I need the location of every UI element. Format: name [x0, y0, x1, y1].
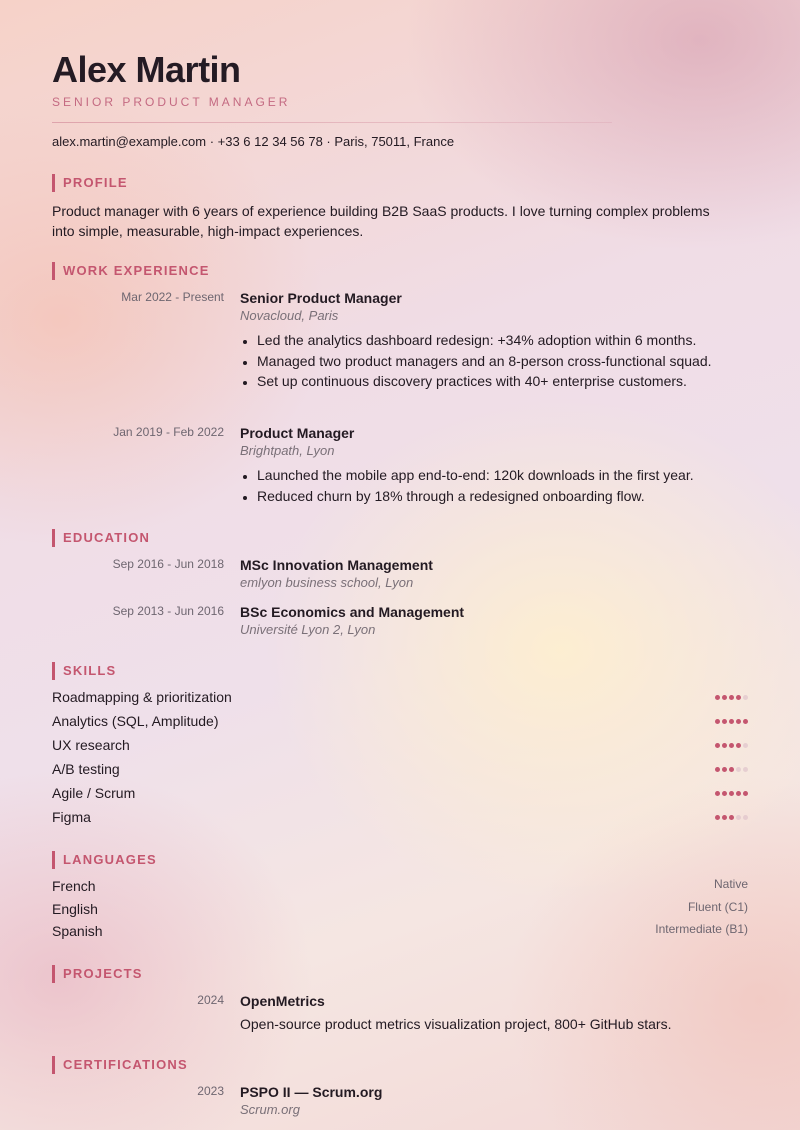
education-entry — [240, 556, 750, 591]
skill-dot-empty — [743, 695, 748, 700]
experience-dates: Jan 2019 - Feb 2022 — [113, 425, 224, 439]
skill-dot-filled — [722, 743, 727, 748]
certification-year: 2023 — [197, 1084, 224, 1098]
skill-level-dots — [715, 815, 748, 820]
skill-name: Roadmapping & prioritization — [52, 689, 232, 705]
skill-dot-empty — [736, 767, 741, 772]
skill-dot-filled — [729, 767, 734, 772]
skill-level-dots — [715, 767, 748, 772]
language-level: Native — [713, 877, 748, 891]
experience-entry — [240, 289, 750, 392]
skill-dot-filled — [729, 791, 734, 796]
experience-role: Senior Product Manager — [240, 290, 402, 306]
experience-entry — [240, 424, 750, 506]
skill-level-dots — [715, 695, 748, 700]
contact-line: alex.martin@example.com · +33 6 12 34 56 78 · Paris, 75011, France — [52, 134, 455, 149]
skill-dot-filled — [715, 767, 720, 772]
language-name: French — [52, 878, 96, 894]
education-school: Université Lyon 2, Lyon — [240, 622, 376, 637]
education-dates: Sep 2016 - Jun 2018 — [112, 557, 224, 571]
skill-row — [52, 761, 748, 781]
skill-dot-filled — [715, 695, 720, 700]
section-title-education: EDUCATION — [52, 529, 150, 547]
experience-bullet: • Launched the mobile app end-to-end: 120k downloads in the first year. — [257, 465, 750, 486]
skill-row — [52, 809, 748, 829]
certification-entry — [240, 1083, 750, 1118]
language-row — [52, 901, 748, 921]
language-name: English — [52, 901, 98, 917]
skill-dot-empty — [736, 815, 741, 820]
language-level: Fluent (C1) — [687, 900, 748, 914]
certification-issuer: Scrum.org — [240, 1102, 300, 1117]
skill-level-dots — [715, 719, 748, 724]
skill-dot-filled — [715, 791, 720, 796]
experience-company: Novacloud, Paris — [240, 308, 339, 323]
skill-dot-filled — [736, 743, 741, 748]
skill-dot-filled — [736, 695, 741, 700]
skill-name: Analytics (SQL, Amplitude) — [52, 713, 219, 729]
skill-dot-filled — [736, 791, 741, 796]
language-row — [52, 878, 748, 898]
project-name: OpenMetrics — [240, 993, 325, 1009]
education-entry — [240, 603, 750, 638]
skill-dot-filled — [722, 815, 727, 820]
skill-name: Figma — [52, 809, 91, 825]
language-row — [52, 923, 748, 943]
experience-bullet: • Managed two product managers and an 8-person cross-functional squad. — [257, 351, 750, 372]
experience-bullets — [240, 465, 750, 506]
section-title-languages: LANGUAGES — [52, 851, 157, 869]
skill-dot-filled — [715, 743, 720, 748]
skill-dot-filled — [743, 719, 748, 724]
language-level: Intermediate (B1) — [655, 922, 748, 936]
education-dates: Sep 2013 - Jun 2016 — [112, 604, 224, 618]
education-degree: BSc Economics and Management — [240, 604, 465, 620]
experience-company: Brightpath, Lyon — [240, 443, 335, 458]
header-divider — [52, 122, 612, 123]
section-title-skills: SKILLS — [52, 662, 116, 680]
skill-name: A/B testing — [52, 761, 120, 777]
skill-dot-filled — [729, 719, 734, 724]
skill-dot-empty — [743, 743, 748, 748]
skill-name: Agile / Scrum — [52, 785, 136, 801]
skill-dot-filled — [729, 743, 734, 748]
skill-dot-empty — [743, 767, 748, 772]
candidate-name: Alex Martin — [52, 49, 241, 90]
experience-role: Product Manager — [240, 425, 355, 441]
section-title-work-experience: WORK EXPERIENCE — [52, 262, 210, 280]
experience-bullets — [240, 330, 750, 392]
skill-dot-filled — [715, 719, 720, 724]
skill-dot-filled — [722, 791, 727, 796]
skill-dot-filled — [743, 791, 748, 796]
skill-dot-filled — [722, 719, 727, 724]
project-year: 2024 — [197, 993, 224, 1007]
skill-row — [52, 713, 748, 733]
language-name: Spanish — [52, 923, 103, 939]
profile-text: Product manager with 6 years of experience building B2B SaaS products. I love turning complex problems into simple, measurable, high-impact experiences. — [52, 203, 710, 239]
education-degree: MSc Innovation Management — [240, 557, 433, 573]
skill-row — [52, 737, 748, 757]
skill-dot-filled — [722, 695, 727, 700]
candidate-role: SENIOR PRODUCT MANAGER — [52, 95, 291, 109]
experience-bullet: • Set up continuous discovery practices with 40+ enterprise customers. — [257, 371, 750, 392]
skill-dot-filled — [736, 719, 741, 724]
experience-bullet: • Led the analytics dashboard redesign: +34% adoption within 6 months. — [257, 330, 750, 351]
project-description: Open-source product metrics visualization project, 800+ GitHub stars. — [240, 1016, 672, 1032]
section-title-certifications: CERTIFICATIONS — [52, 1056, 188, 1074]
section-title-profile: PROFILE — [52, 174, 128, 192]
certification-name: PSPO II — Scrum.org — [240, 1084, 383, 1100]
experience-bullet: • Reduced churn by 18% through a redesigned onboarding flow. — [257, 486, 750, 507]
experience-dates: Mar 2022 - Present — [121, 290, 224, 304]
skill-dot-filled — [715, 815, 720, 820]
skill-name: UX research — [52, 737, 130, 753]
skill-level-dots — [715, 791, 748, 796]
skill-dot-filled — [729, 815, 734, 820]
skill-level-dots — [715, 743, 748, 748]
project-entry — [240, 992, 750, 1034]
skill-dot-empty — [743, 815, 748, 820]
skill-dot-filled — [729, 695, 734, 700]
education-school: emlyon business school, Lyon — [240, 575, 414, 590]
skill-row — [52, 785, 748, 805]
section-title-projects: PROJECTS — [52, 965, 143, 983]
skill-row — [52, 689, 748, 709]
skill-dot-filled — [722, 767, 727, 772]
